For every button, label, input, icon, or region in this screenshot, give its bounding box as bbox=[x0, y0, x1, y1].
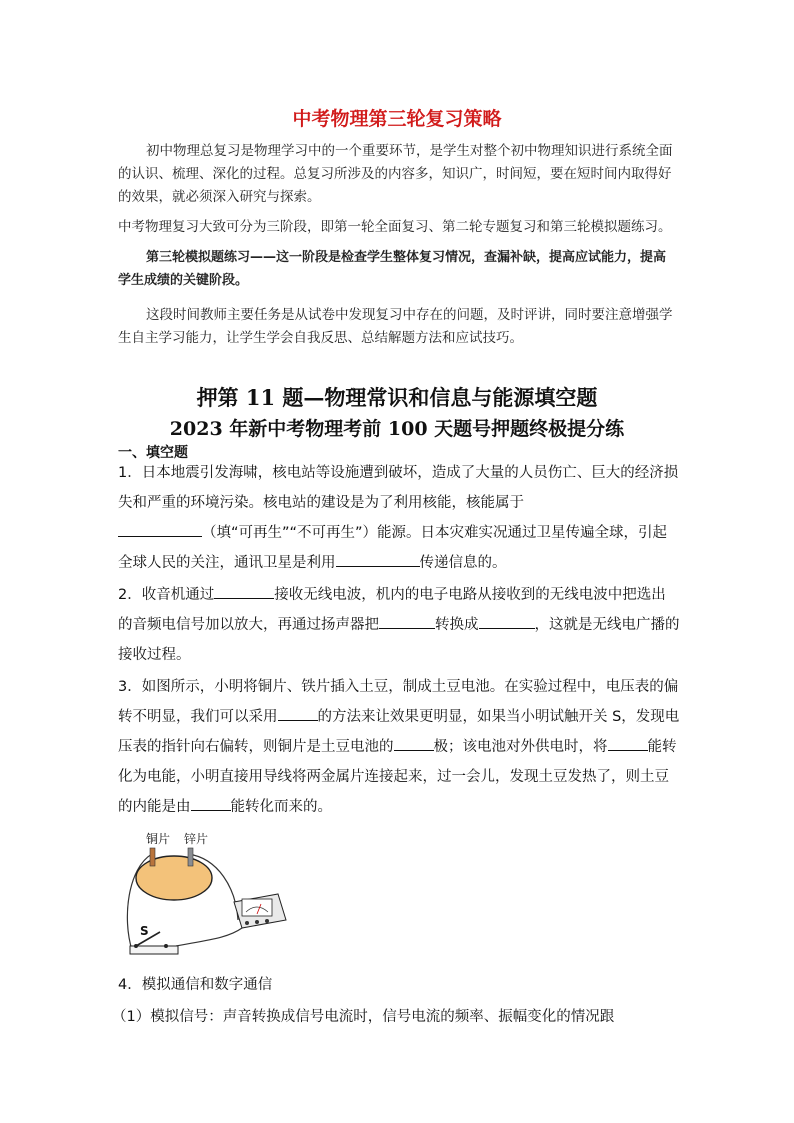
question-3-text-d: 能转化为电能，小明直接用导线将两金属片连接起来，过一会儿，发现土豆发热了，则土豆的内能是由 bbox=[118, 739, 677, 815]
answer-blank[interactable] bbox=[394, 734, 434, 751]
question-1 bbox=[118, 458, 680, 578]
answer-blank[interactable] bbox=[214, 582, 274, 599]
question-1-text-a: 1．日本地震引发海啸，核电站等设施遭到破坏，造成了大量的人员伤亡、巨大的经济损失和严重的环境污染。核电站的建设是为了利用核能，核能属于 bbox=[118, 465, 679, 511]
intro-paragraph-1: 初中物理总复习是物理学习中的一个重要环节，是学生对整个初中物理知识进行系统全面的认识、梳理、深化的过程。总复习所涉及的内容多，知识广，时间短，要在短时间内取得好的效果，就必须深入研究与探索。 bbox=[118, 143, 673, 205]
answer-blank[interactable] bbox=[191, 794, 231, 811]
question-3-text-e: 能转化而来的。 bbox=[230, 799, 332, 815]
question-2-text-b: 接收无线电波，机内的电子电路从接收到的无线电波中把选出的音频电信号加以放大，再通过扬声器把 bbox=[118, 587, 666, 633]
switch-icon bbox=[130, 932, 178, 954]
question-3 bbox=[118, 672, 680, 822]
zinc-label: 锌片 bbox=[184, 832, 209, 846]
question-1-text-b: （填“可再生”“不可再生”）能源。日本灾难实况通过卫星传遍全球，引起全球人民的关注，通讯卫星是利用 bbox=[118, 525, 668, 571]
potato-battery-figure bbox=[118, 828, 298, 968]
question-1-text-c: 传递信息的。 bbox=[419, 555, 507, 571]
zinc-plate bbox=[188, 848, 193, 866]
answer-blank[interactable] bbox=[278, 704, 318, 721]
question-3-text-a: 3．如图所示，小明将铜片、铁片插入土豆，制成土豆电池。在实验过程中，电压表的偏转不明显，我们可以采用 bbox=[118, 679, 679, 725]
question-2 bbox=[118, 580, 680, 670]
switch-label: S bbox=[140, 924, 149, 938]
intro-paragraph-4: 这段时间教师主要任务是从试卷中发现复习中存在的问题，及时评讲，同时要注意增强学生自主学习能力，让学生学会自我反思、总结解题方法和应试技巧。 bbox=[118, 307, 673, 346]
answer-blank[interactable] bbox=[336, 550, 420, 567]
section-heading: 一、填空题 bbox=[118, 445, 188, 461]
question-2-text-c: 转换成 bbox=[435, 617, 479, 633]
question-4-part-1: （1）模拟信号：声音转换成信号电流时，信号电流的频率、振幅变化的情况跟 bbox=[112, 1009, 615, 1025]
question-2-text-a: 2．收音机通过 bbox=[118, 587, 215, 603]
page-title: 中考物理第三轮复习策略 bbox=[292, 108, 502, 130]
answer-blank[interactable] bbox=[608, 734, 648, 751]
copper-plate bbox=[150, 848, 155, 866]
answer-blank[interactable] bbox=[479, 612, 535, 629]
circuit-diagram bbox=[118, 828, 298, 968]
sub-heading: 2023 年新中考物理考前 100 天题号押题终极提分练 bbox=[169, 418, 625, 440]
answer-blank[interactable] bbox=[118, 520, 202, 537]
voltmeter-icon bbox=[234, 894, 286, 928]
potato-shape bbox=[136, 856, 212, 900]
question-2-text-d: ，这就是无线电广播的接收过程。 bbox=[118, 617, 680, 663]
intro-paragraph-2: 中考物理复习大致可分为三阶段，即第一轮全面复习、第二轮专题复习和第三轮模拟题练习。 bbox=[118, 219, 672, 235]
question-3-text-b: 的方法来让效果更明显，如果当小明试触开关 S，发现电压表的指针向右偏转，则铜片是土豆电池的 bbox=[118, 709, 680, 755]
copper-label: 铜片 bbox=[146, 832, 171, 846]
intro-paragraph-3: 第三轮模拟题练习——这一阶段是检查学生整体复习情况，查漏补缺，提高应试能力，提高学生成绩的关键阶段。 bbox=[118, 250, 667, 288]
question-3-text-c: 极；该电池对外供电时，将 bbox=[433, 739, 608, 755]
main-heading: 押第 11 题—物理常识和信息与能源填空题 bbox=[196, 385, 598, 410]
question-4-title: 4．模拟通信和数字通信 bbox=[118, 977, 273, 993]
answer-blank[interactable] bbox=[379, 612, 435, 629]
